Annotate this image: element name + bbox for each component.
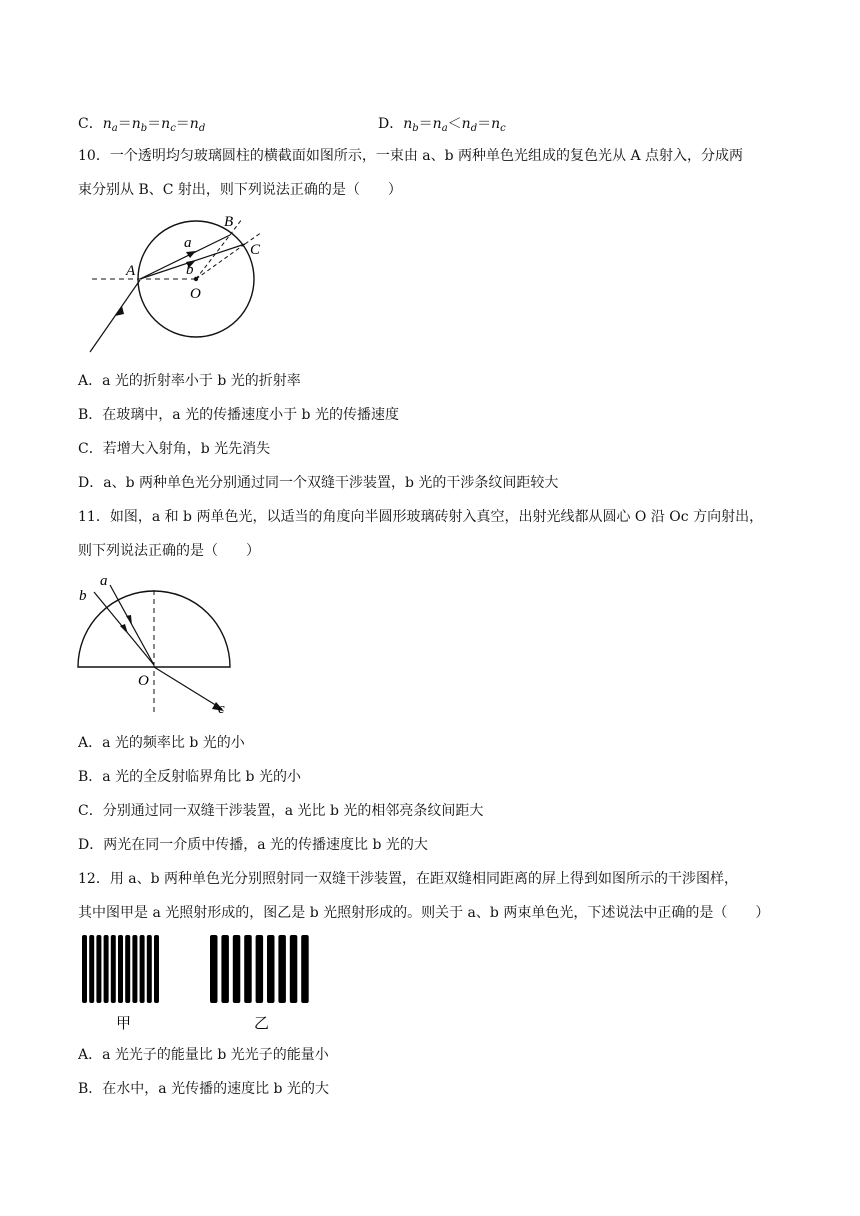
yi-bright-fringe [278,935,286,1003]
label-o-center: O [190,286,201,302]
jia-bright-fringe [154,935,159,1003]
q12-stem-line2: 其中图甲是 a 光照射形成的，图乙是 b 光照射形成的。则关于 a、b 两束单色光，下述说法中正确的是（ ） [78,905,770,921]
jia-bright-fringe [111,935,116,1003]
yi-bright-fringe [210,935,218,1003]
label-c: c [218,701,225,717]
q9-option-d-prefix: D． [378,116,404,132]
jia-bright-fringe [96,935,101,1003]
jia-bright-fringe [89,935,94,1003]
q11-stem-line1: 11．如图，a 和 b 两单色光，以适当的角度向半圆形玻璃砖射入真空，出射光线都从圆心 O 沿 Oc 方向射出， [78,509,764,525]
q11-option-d: D．两光在同一介质中传播，a 光的传播速度比 b 光的大 [78,837,428,853]
jia-bright-fringe [125,935,130,1003]
q12-option-b: B．在水中，a 光传播的速度比 b 光的大 [78,1081,329,1097]
q9-option-d: D．$n_b=n_a<n_d=n_c$ [378,116,506,134]
jia-bright-fringe [118,935,123,1003]
fringe-pattern-jia [82,935,159,1003]
yi-bright-fringe [301,935,309,1003]
fringe-pattern-yi [210,935,309,1003]
q10-option-d: D．a、b 两种单色光分别通过同一个双缝干涉装置，b 光的干涉条纹间距较大 [78,475,559,491]
label-c-point: C [250,242,261,258]
yi-bright-fringe [221,935,229,1003]
q9-option-c: C．$n_a=n_b=n_c=n_d$ [78,116,206,134]
q10-option-c: C．若增大入射角，b 光先消失 [78,441,271,457]
jia-bright-fringe [132,935,137,1003]
label-b: b [79,588,87,604]
yi-bright-fringe [244,935,252,1003]
q10-option-b: B．在玻璃中，a 光的传播速度小于 b 光的传播速度 [78,407,399,423]
q10-option-a: A．a 光的折射率小于 b 光的折射率 [78,373,301,389]
label-yi: 乙 [254,1014,270,1032]
jia-bright-fringe [147,935,152,1003]
q10-stem-line2: 束分别从 B、C 射出，则下列说法正确的是（ ） [78,182,402,198]
jia-bright-fringe [82,935,87,1003]
label-a-point: A [126,263,136,279]
jia-bright-fringe [104,935,109,1003]
label-a: a [100,573,108,589]
q12-stem-line1: 12．用 a、b 两种单色光分别照射同一双缝干涉装置，在距双缝相同距离的屏上得到如图所示的干涉图样， [78,871,739,887]
q11-option-b: B．a 光的全反射临界角比 b 光的小 [78,769,301,785]
q12-option-a: A．a 光光子的能量比 b 光光子的能量小 [78,1047,329,1063]
label-b-point: B [224,214,234,230]
label-o: O [138,673,149,689]
label-ray-b: b [186,262,194,278]
label-jia: 甲 [116,1014,132,1032]
q9-option-c-prefix: C． [78,116,103,132]
q10-stem-line1: 10．一个透明均匀玻璃圆柱的横截面如图所示，一束由 a、b 两种单色光组成的复色光从 A 点射入，分成两 [78,148,744,164]
yi-bright-fringe [290,935,298,1003]
q11-option-c: C．分别通过同一双缝干涉装置，a 光比 b 光的相邻亮条纹间距大 [78,803,484,819]
q11-stem-line2: 则下列说法正确的是（ ） [78,543,260,559]
yi-bright-fringe [256,935,264,1003]
q11-option-a: A．a 光的频率比 b 光的小 [78,735,245,751]
yi-bright-fringe [233,935,241,1003]
label-ray-a: a [184,235,192,251]
jia-bright-fringe [140,935,145,1003]
yi-bright-fringe [267,935,275,1003]
